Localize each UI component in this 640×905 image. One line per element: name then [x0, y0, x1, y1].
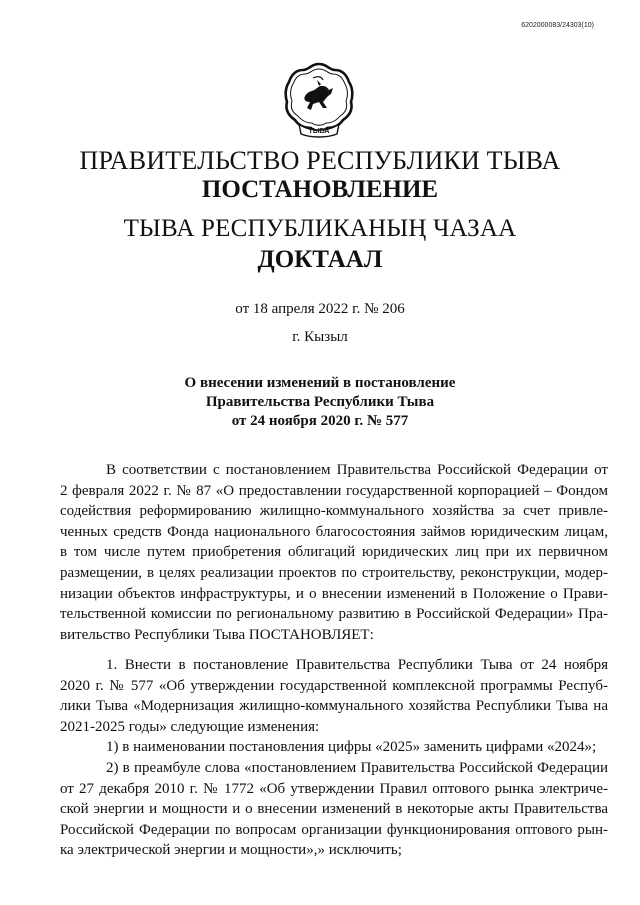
- government-name-ru: ПРАВИТЕЛЬСТВО РЕСПУБЛИКИ ТЫВА: [79, 146, 561, 175]
- title-line: от 24 ноября 2020 г. № 577: [231, 413, 409, 429]
- text-line: ка электрической энергии и мощности»,» исключить;: [60, 842, 402, 859]
- government-name-tyv: ТЫВА РЕСПУБЛИКАНЫҢ ЧАЗАА: [123, 215, 517, 242]
- document-type-tyv: ДОКТААЛ: [257, 246, 383, 273]
- document-city: г. Кызыл: [292, 329, 348, 345]
- text-line: 1) в наименовании постановления цифры «2025» заменить цифрами «2024»;: [106, 739, 597, 756]
- text-line: от 27 декабря 2010 г. № 1772 «Об утверждении Правил оптового рынка электриче-: [60, 780, 608, 797]
- title-line: Правительства Республики Тыва: [205, 394, 435, 410]
- document-title: [0, 374, 640, 431]
- text-line: размещении, в целях реализации проектов по строительству, реконструкции, модер-: [60, 564, 608, 581]
- text-line: Российской Федерации по вопросам организации функционирования оптового рын-: [60, 821, 608, 838]
- document-date: от 18 апреля 2022 г. № 206: [235, 301, 405, 317]
- text-line: 2021-2025 годы» следующие изменения:: [60, 718, 320, 735]
- text-line: 2 февраля 2022 г. № 87 «О предоставлении государственной корпорацией – Фондом: [60, 482, 608, 499]
- text-line: содействия реформированию жилищно-коммунального хозяйства за счет привле-: [60, 503, 608, 520]
- preamble-paragraph: [60, 460, 608, 645]
- text-line: 2) в преамбуле слова «постановлением Правительства Российской Федерации: [106, 759, 608, 776]
- resolution-paragraph: [60, 655, 608, 861]
- text-line: тельственной комиссии по региональному развитию в Российской Федерации» Пра-: [60, 606, 608, 623]
- text-line: лики Тыва «Модернизация жилищно-коммунального хозяйства Республики Тыва на: [60, 698, 608, 715]
- text-line: ченных средств Фонда национального благосостояния займов юридическим лицам,: [60, 523, 608, 540]
- text-line: низации объектов инфраструктуры, и о внесении изменений в Положение о Прави-: [60, 585, 608, 602]
- text-line: 2020 г. № 577 «Об утверждении государственной комплексной программы Респуб-: [60, 677, 608, 694]
- document-type-ru: ПОСТАНОВЛЕНИЕ: [201, 176, 439, 203]
- text-line: 1. Внести в постановление Правительства Республики Тыва от 24 ноября: [106, 657, 608, 673]
- text-line: вительство Республики Тыва ПОСТАНОВЛЯЕТ:: [60, 626, 374, 643]
- document-number: 6202000083/24303(10): [521, 22, 594, 29]
- text-line: в том числе путем приобретения облигаций юридических лиц при их первичном: [60, 544, 608, 561]
- tuva-emblem-icon: [283, 62, 355, 138]
- title-line: О внесении изменений в постановление: [184, 375, 456, 391]
- text-line: ской энергии и мощности и о внесении изменений в некоторые акты Правительства: [60, 801, 608, 818]
- text-line: В соответствии с постановлением Правительства Российской Федерации от: [106, 462, 608, 478]
- svg-text:ТЫВА: ТЫВА: [308, 128, 330, 135]
